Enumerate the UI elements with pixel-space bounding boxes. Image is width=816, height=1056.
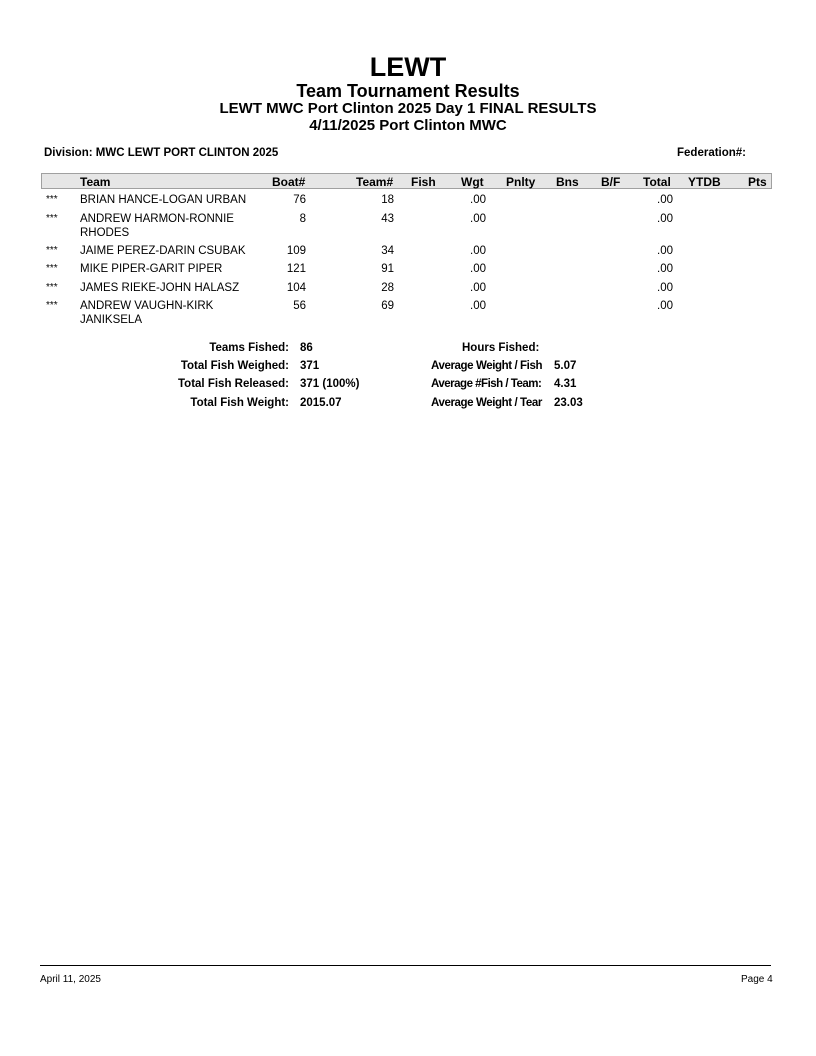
row-team-number: 69	[381, 300, 394, 312]
total-fish-weighed-value: 371	[300, 360, 320, 372]
row-total: .00	[657, 263, 673, 275]
row-boat: 76	[293, 194, 306, 206]
report-title: Team Tournament Results	[296, 81, 520, 101]
total-fish-released-label: Total Fish Released:	[178, 378, 289, 390]
row-team: BRIAN HANCE-LOGAN URBAN	[80, 194, 247, 206]
event-title: LEWT MWC Port Clinton 2025 Day 1 FINAL RESULTS	[219, 100, 597, 117]
row-mark: ***	[46, 282, 58, 293]
row-team: ANDREW VAUGHN-KIRK JANIKSELA	[80, 300, 214, 326]
row-weight: .00	[470, 282, 486, 294]
col-team: Team	[80, 175, 111, 189]
avg-fish-team-label: Average #Fish / Team:	[431, 378, 542, 390]
row-mark: ***	[46, 263, 58, 274]
federation-label: Federation#:	[677, 147, 747, 159]
row-total: .00	[657, 300, 673, 312]
teams-fished-value: 86	[300, 342, 313, 354]
avg-weight-fish-value: 5.07	[554, 360, 577, 372]
results-column-header	[41, 173, 772, 189]
footer-divider	[40, 965, 771, 966]
col-fish: Fish	[411, 175, 436, 189]
row-boat: 121	[286, 263, 306, 275]
row-weight: .00	[470, 263, 486, 275]
row-team: JAMES RIEKE-JOHN HALASZ	[80, 282, 240, 294]
row-boat: 56	[293, 300, 306, 312]
avg-weight-fish-label: Average Weight / Fish	[431, 360, 543, 372]
row-team-number: 91	[381, 263, 394, 275]
org-title: LEWT	[369, 52, 447, 82]
row-boat: 109	[286, 245, 306, 257]
row-total: .00	[657, 282, 673, 294]
total-fish-weight-value: 2015.07	[300, 397, 342, 409]
row-mark: ***	[46, 213, 58, 224]
row-weight: .00	[470, 213, 486, 225]
footer-date: April 11, 2025	[40, 974, 101, 985]
row-team: JAIME PEREZ-DARIN CSUBAK	[80, 245, 246, 257]
row-weight: .00	[470, 245, 486, 257]
row-mark: ***	[46, 300, 58, 311]
col-weight: Wgt	[461, 175, 484, 189]
row-team-number: 34	[381, 245, 394, 257]
col-team-number: Team#	[356, 175, 394, 189]
row-total: .00	[657, 245, 673, 257]
event-date-location: 4/11/2025 Port Clinton MWC	[309, 117, 507, 134]
hours-fished-label: Hours Fished:	[462, 342, 540, 354]
col-bonus: Bns	[556, 175, 579, 189]
avg-weight-team-label: Average Weight / Tear	[431, 397, 542, 409]
row-total: .00	[657, 213, 673, 225]
total-fish-released-value: 371 (100%)	[300, 378, 360, 390]
total-fish-weight-label: Total Fish Weight:	[190, 397, 289, 409]
page-number: Page 4	[741, 974, 773, 985]
row-total: .00	[657, 194, 673, 206]
row-team: MIKE PIPER-GARIT PIPER	[80, 263, 223, 275]
row-mark: ***	[46, 245, 58, 256]
col-penalty: Pnlty	[506, 175, 536, 189]
report-header	[0, 52, 816, 134]
total-fish-weighed-label: Total Fish Weighed:	[180, 360, 289, 372]
col-big-fish: B/F	[601, 175, 621, 189]
row-team-number: 43	[381, 213, 394, 225]
col-ytdb: YTDB	[688, 175, 721, 189]
col-boat: Boat#	[272, 175, 306, 189]
row-boat: 104	[286, 282, 306, 294]
row-team-number: 28	[381, 282, 394, 294]
teams-fished-label: Teams Fished:	[209, 342, 289, 354]
col-total: Total	[643, 175, 671, 189]
division-label: Division: MWC LEWT PORT CLINTON 2025	[44, 147, 279, 159]
row-mark: ***	[46, 194, 58, 205]
row-team: ANDREW HARMON-RONNIE RHODES	[80, 213, 234, 239]
row-weight: .00	[470, 194, 486, 206]
row-team-number: 18	[381, 194, 394, 206]
avg-weight-team-value: 23.03	[554, 397, 583, 409]
row-boat: 8	[299, 213, 306, 225]
avg-fish-team-value: 4.31	[554, 378, 577, 390]
col-points: Pts	[748, 175, 767, 189]
row-weight: .00	[470, 300, 486, 312]
